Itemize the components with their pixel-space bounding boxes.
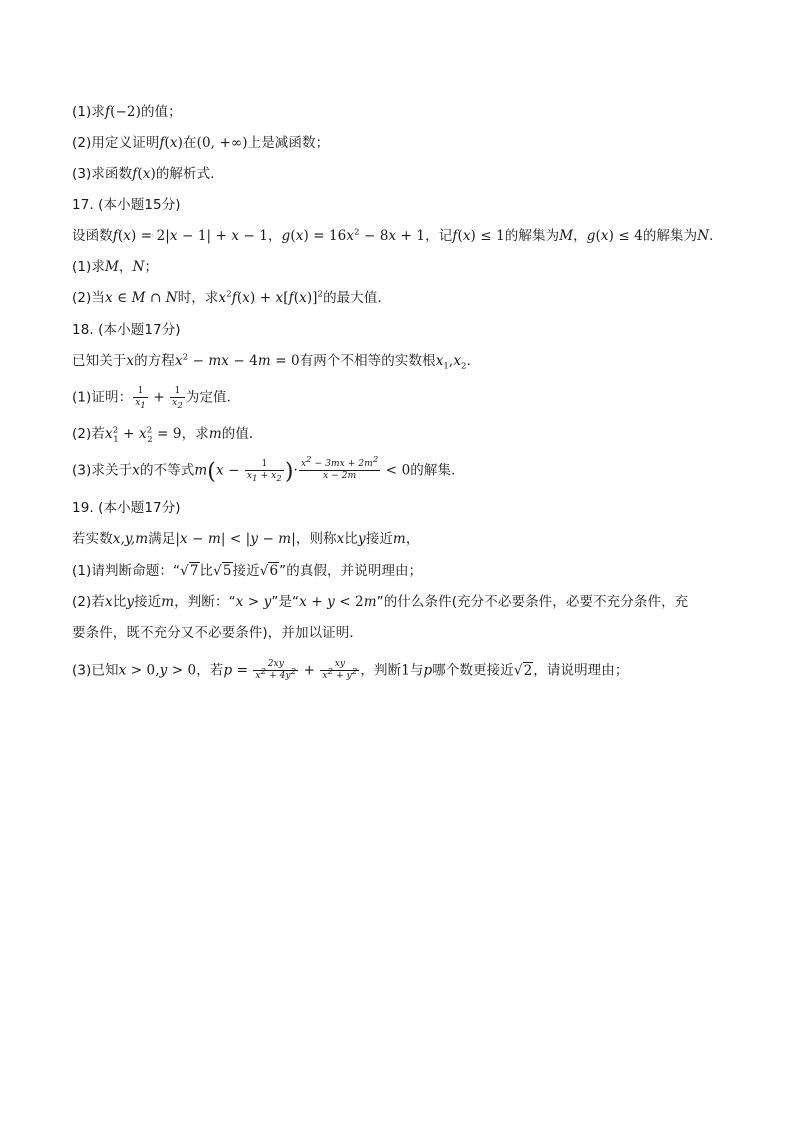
q19-heading: 19. (本小题17分)	[72, 500, 181, 516]
q19-part1: (1)请判断命题：“√7比√5接近√6”的真假，并说明理由；	[72, 563, 423, 579]
q17-stem: 设函数f(x) = 2|x − 1| + x − 1，$g(x) = 16x^2 - 8x + 1$，记f(x) ≤ 1的解集为M，g(x) ≤ 4的解集为N．	[72, 227, 723, 244]
q19-part2-line1: (2)若x比y接近m，判断：“x > y”是“x + y < 2m”的什么条件(充分不必要条件，必要不充分条件，充	[72, 594, 689, 610]
q19-stem: 若实数x,y,m满足|x − m| < |y − m|，则称x比y接近m，	[72, 531, 420, 547]
q16-part3: (3)求函数f(x)的解析式．	[72, 166, 224, 182]
q17-part2: (2)当x ∈ M ∩ N时，求$x^2f(x) + x[f(x)]^2$的最大值．	[72, 289, 392, 306]
q18-heading: 18. (本小题17分)	[72, 322, 181, 338]
q19-part3: (3)已知x > 0,y > 0，若p = $\frac{2xy}{x^2 + 4y^2}$ + $\frac{xy}{x^2 + y^2}$ ，判断1与p哪个数更接近√2，请说明理由；	[72, 659, 629, 681]
q16-part2: (2)用定义证明f(x)在(0, +∞)上是减函数；	[72, 135, 330, 151]
q17-part1: (1)求M，N；	[72, 259, 159, 275]
q16-part1: (1)求f(−2)的值；	[72, 104, 182, 120]
q17-heading: 17. (本小题15分)	[72, 197, 181, 213]
q18-stem: 已知关于x的方程$x^2$ − mx − 4m = 0有两个不相等的实数根$x_1,x_2$．	[72, 352, 481, 372]
q18-part2: (2)若$x^2_1 + x^2_2 = 9$，求m的值．	[72, 425, 263, 445]
q18-part1: (1)证明： $\frac{1}{x_1}$ + $\frac{1}{x_2}$ 为定值．	[72, 386, 241, 411]
q18-part3: (3)求关于x的不等式m(x − $\frac{1}{x_1 + x_2}$ )· $\frac{x^2 - 3mx + 2m^2}{x - 2m}$ < 0的解集．	[72, 455, 465, 485]
q19-part2-line2: 要条件，既不充分又不必要条件)，并加以证明．	[72, 625, 363, 641]
